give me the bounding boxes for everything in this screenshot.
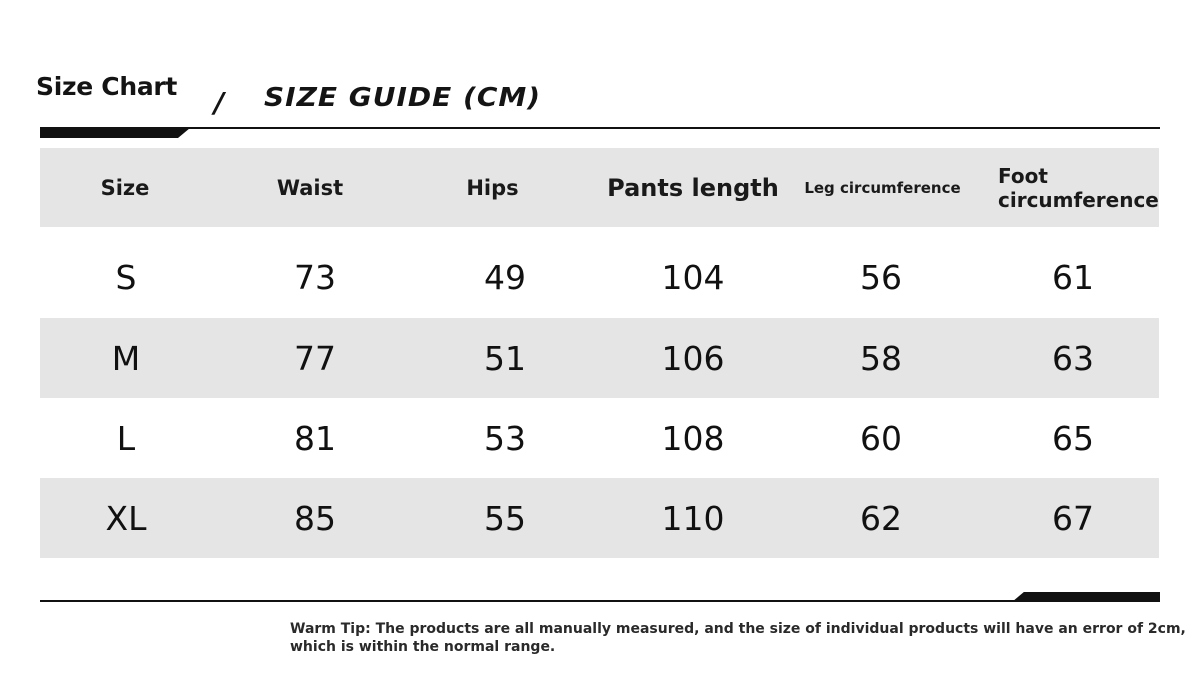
foot-circumference-cell: 63 [1052,338,1094,378]
leg-circumference-cell: 62 [860,498,902,538]
size-guide-title: SIZE GUIDE (CM) [264,82,542,113]
table-row [40,478,1159,558]
pants-length-cell: 104 [661,258,725,297]
leg-circumference-cell: 56 [860,258,902,297]
foot-circumference-cell: 61 [1052,258,1094,297]
hips-cell: 55 [484,498,526,538]
size-cell: L [116,418,136,458]
foot-circumference-cell: 65 [1052,418,1094,458]
waist-cell: 73 [294,258,336,297]
column-header-size: Size [100,175,150,200]
hips-cell: 53 [484,418,526,458]
top-divider-line [40,127,1160,129]
size-cell: XL [105,498,147,538]
size-chart-label: Size Chart [36,72,178,101]
hips-cell: 49 [484,258,526,297]
pants-length-cell: 110 [661,498,725,538]
column-header-waist: Waist [276,175,344,200]
table-row [40,237,1159,318]
pants-length-cell: 106 [661,338,725,378]
column-header-leg-circumference: Leg circumference [804,178,961,197]
waist-cell: 81 [294,418,336,458]
title-slash: / [214,86,225,119]
size-cell: M [111,338,141,378]
bottom-divider-accent [1012,592,1160,602]
table-row [40,318,1159,398]
top-divider-accent [40,128,190,138]
bottom-divider-line [40,600,1160,602]
size-table [40,148,1159,558]
column-header-hips: Hips [466,175,519,200]
hips-cell: 51 [484,338,526,378]
warm-tip-note: Warm Tip: The products are all manually measured, and the size of individual products will have an error of 2cm, which is within the normal range. [290,621,1186,655]
size-cell: S [115,258,137,297]
foot-circumference-cell: 67 [1052,498,1094,538]
column-header-foot-circumference: Foot circumference [998,163,1159,212]
leg-circumference-cell: 60 [860,418,902,458]
table-header-row [40,148,1159,227]
header-spacer [40,227,1159,237]
column-header-pants-length: Pants length [607,173,779,202]
pants-length-cell: 108 [661,418,725,458]
waist-cell: 77 [294,338,336,378]
waist-cell: 85 [294,498,336,538]
table-row [40,398,1159,478]
leg-circumference-cell: 58 [860,338,902,378]
